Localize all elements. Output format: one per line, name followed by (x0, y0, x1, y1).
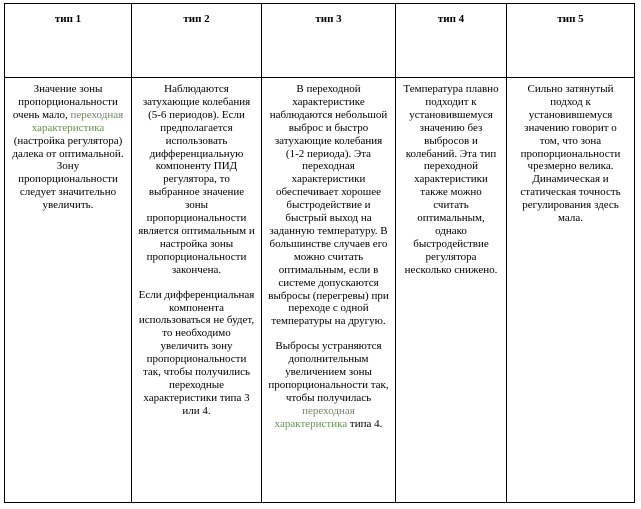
transient-response-link-2[interactable]: переходная характеристика (274, 404, 355, 430)
type-1-text-b: (настройка регулятора) далека от оптимальной. Зону пропорциональности следует значительно увеличить. (12, 134, 124, 212)
description-row (5, 78, 635, 503)
pid-tuning-table (4, 3, 635, 503)
header-type-5: тип 5 (507, 4, 635, 78)
type-2-paragraph-2: Если дифференциальная компонента использоваться не будет, то необходимо увеличить зону пропорциональности так, чтобы получились переходные характеристики типа 3 или 4. (138, 288, 255, 417)
header-type-3: тип 3 (262, 4, 396, 78)
transient-response-link[interactable]: переходная характеристика (31, 108, 124, 134)
type-2-paragraph-1: Наблюдаются затухающие колебания (5-6 периодов). Если предполагается использовать дифференциальную компоненту ПИД регулятора, то выбранное значение зоны пропорциональности является оптимальным и настройка зоны пропорциональности закончена. (138, 83, 255, 276)
header-row (5, 4, 635, 78)
header-type-2: тип 2 (132, 4, 262, 78)
type-1-text-a: Значение зоны пропорциональности очень мало, (12, 83, 118, 121)
type-3-paragraph-1: В переходной характеристике наблюдаются небольшой выброс и быстро затухающие колебания (1-2 периода). Эта переходная характеристики обеспечивает хорошее быстродействие и быстрый выход на заданную температуру. В большинстве случаев его можно считать оптимальным, если в системе допускаются выбросы (перегревы) при переходе с одной температуры на другую. (268, 83, 389, 328)
type-1-description (5, 78, 132, 503)
type-3-text-a: Выбросы устраняются дополнительным увеличением зоны пропорциональности так, чтобы получилась (268, 340, 389, 404)
type-5-text: Сильно затянутый подход к установившемуся значению говорит о том, что зона пропорциональности чрезмерно велика. Динамическая и статическая точность регулирования здесь мала. (520, 83, 621, 225)
type-3-text-b: типа 4. (347, 417, 383, 430)
type-2-description (132, 78, 262, 503)
type-4-text: Температура плавно подходит к установившемуся значению без выбросов и колебаний. Эта тип переходной характеристики также можно считать оптимальным, однако быстродействие регулятора несколько снижено. (403, 83, 499, 276)
type-4-description (396, 78, 507, 503)
type-5-description (507, 78, 635, 503)
type-3-description (262, 78, 396, 503)
header-type-1: тип 1 (5, 4, 132, 78)
header-type-4: тип 4 (396, 4, 507, 78)
type-3-paragraph-2 (268, 340, 389, 430)
